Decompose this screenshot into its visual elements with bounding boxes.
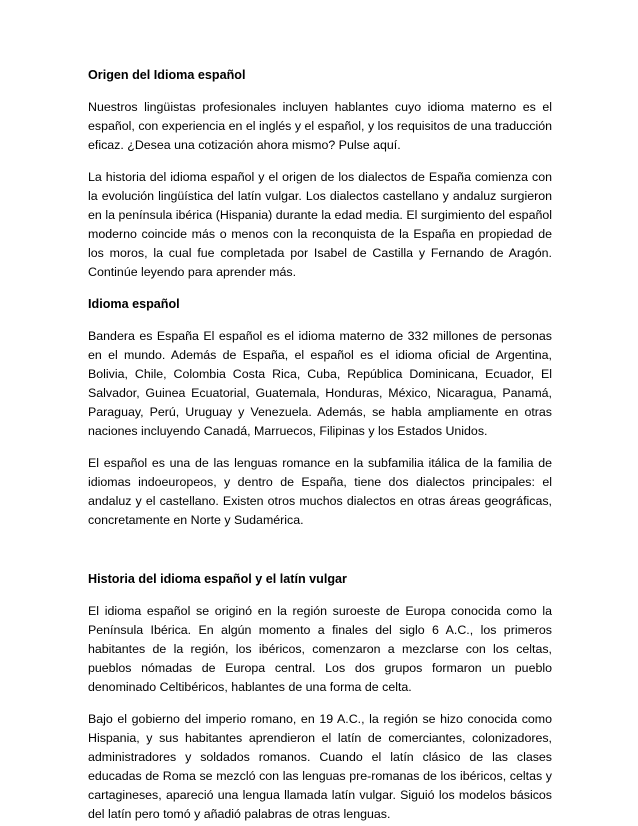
paragraph-intro: Nuestros lingüistas profesionales incluyen hablantes cuyo idioma materno es el español, con experiencia en el inglés y el español, y los requisitos de una traducción eficaz. ¿Desea una cotización ahora mismo? Pulse aquí. xyxy=(88,100,552,152)
paragraph-origen-iberico: El idioma español se originó en la región suroeste de Europa conocida como la Península Ibérica. En algún momento a finales del siglo 6 A.C., los primeros habitantes de la región, los ibéricos, comenzaron a mezclarse con los celtas, pueblos nómadas de Europa central. Los dos grupos formaron un pueblo denominado Celtibéricos, hablantes de una forma de celta. xyxy=(88,604,552,694)
heading-idioma-espanol: Idioma español xyxy=(88,297,180,311)
paragraph-lenguas-romance: El español es una de las lenguas romance en la subfamilia itálica de la familia de idiomas indoeuropeos, y dentro de España, tiene dos dialectos principales: el andaluz y el castellano. Existen otros muchos dialectos en otras áreas geográficas, concretamente en Norte y Sudamérica. xyxy=(88,456,552,527)
paragraph-historia: La historia del idioma español y el origen de los dialectos de España comienza con la evolución lingüística del latín vulgar. Los dialectos castellano y andaluz surgieron en la península ibérica (Hispania) durante la edad media. El surgimiento del español moderno coincide más o menos con la reconquista de la España en propiedad de los moros, la cual fue completada por Isabel de Castilla y Fernando de Aragón. Continúe leyendo para aprender más. xyxy=(88,170,552,279)
paragraph-imperio-romano: Bajo el gobierno del imperio romano, en 19 A.C., la región se hizo conocida como Hispania, y sus habitantes aprendieron el latín de comerciantes, colonizadores, administradores y soldados romanos. Cuando el latín clásico de las clases educadas de Roma se mezcló con las lenguas pre-romanas de los ibéricos, celtas y cartagineses, apareció una lengua llamada latín vulgar. Siguió los modelos básicos del latín pero tomó y añadió palabras de otras lenguas. xyxy=(88,712,552,821)
paragraph-hablantes: Bandera es España El español es el idioma materno de 332 millones de personas en el mundo. Además de España, el español es el idioma oficial de Argentina, Bolivia, Chile, Colombia Costa Rica, Cuba, República Dominicana, Ecuador, El Salvador, Guinea Ecuatorial, Guatemala, Honduras, México, Nicaragua, Panamá, Paraguay, Perú, Uruguay y Venezuela. Además, se habla ampliamente en otras naciones incluyendo Canadá, Marruecos, Filipinas y los Estados Unidos. xyxy=(88,329,552,438)
heading-latin-vulgar: Historia del idioma español y el latín vulgar xyxy=(88,572,347,586)
heading-origen: Origen del Idioma español xyxy=(88,68,246,82)
